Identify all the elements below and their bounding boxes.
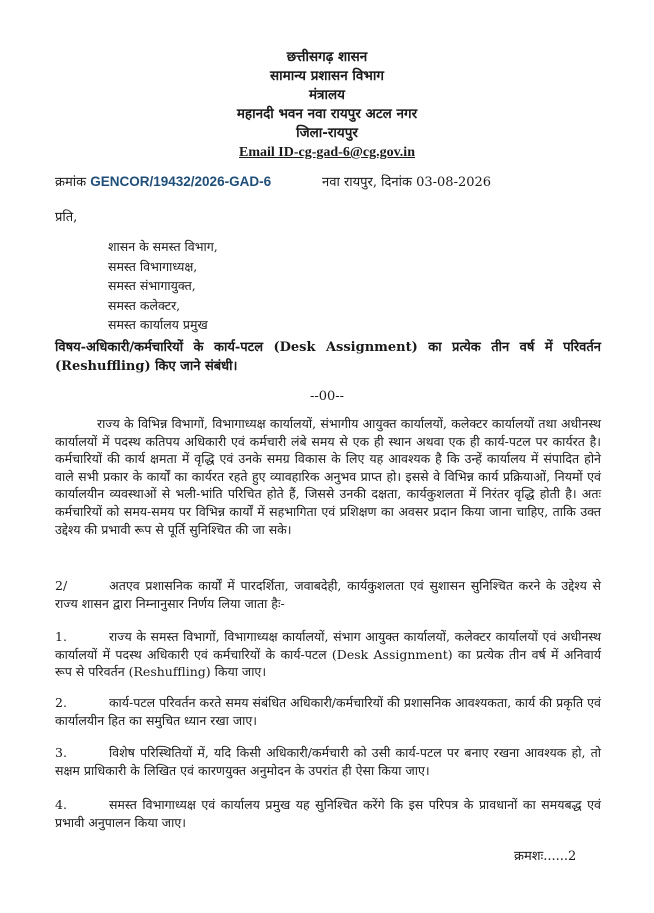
list-item-4 <box>55 796 601 831</box>
list-item-3-number: 3. <box>55 745 67 760</box>
list-item-4-text: समस्त विभागाध्यक्ष एवं कार्यालय प्रमुख यह सुनिश्चित करेंगे कि इस परिपत्र के प्रावधानों का समयबद्ध एवं प्रभावी अनुपालन किया जाए। <box>55 797 601 830</box>
list-item-3 <box>55 744 601 779</box>
paragraph-2 <box>55 577 601 612</box>
list-item-2 <box>55 694 601 729</box>
recipient-item: समस्त संभागायुक्त, <box>108 278 196 293</box>
reference-number: GENCOR/19432/2026-GAD-6 <box>90 174 272 189</box>
list-item-1-number: 1. <box>55 629 67 644</box>
list-item-1-text: राज्य के समस्त विभागों, विभागाध्यक्ष कार्यालयों, संभाग आयुक्त कार्यालयों, कलेक्टर कार्यालयों एवं अधीनस्थ कार्यालयों में पदस्थ अधिकारी एवं कर्मचारियों के कार्य-पटल (Desk Assignment) का प्रत्येक तीन वर्ष में अनिवार्य रूप से परिवर्तन (Reshuffling) किया जाए। <box>55 629 601 680</box>
addressee-prati: प्रति, <box>55 210 78 225</box>
place-date: नवा रायपुर, दिनांक 03-08-2026 <box>322 175 492 190</box>
recipient-item: शासन के समस्त विभाग, <box>108 239 218 254</box>
header-line-3: मंत्रालय <box>308 87 345 103</box>
subject-line: विषय-अधिकारी/कर्मचारियों के कार्य-पटल (Desk Assignment) का प्रत्येक तीन वर्ष में परिवर्तन (Reshuffling) किए जाने संबंधी। <box>55 340 601 374</box>
header-line-1: छत्तीसगढ़ शासन <box>286 49 368 65</box>
paragraph-2-number: 2/ <box>55 578 68 593</box>
paragraph-1-text: राज्य के विभिन्न विभागों, विभागाध्यक्ष कार्यालयों, संभागीय आयुक्त कार्यालयों, कलेक्टर कार्यालयों तथा अधीनस्थ कार्यालयों में पदस्थ कतिपय अधिकारी एवं कर्मचारी लंबे समय से एक ही स्थान अथवा एक ही कार्य-पटल पर कार्यरत है। कर्मचारियों की कार्य क्षमता में वृद्धि एवं उनके समग्र विकास के लिए यह आवश्यक है कि उन्हें कार्यालय में संपादित होने वाले सभी प्रकार के कार्यों का कार्यरत रहते हुए व्यावहारिक अनुभव प्राप्त हो। इससे वे विभिन्न कार्य प्रक्रियाओं, नियमों एवं कार्यालयीन व्यवस्थाओं से भली-भांति परिचित होते हैं, जिससे उनकी दक्षता, कार्यकुशलता में निरंतर वृद्धि होती है। अतः कर्मचारियों को समय-समय पर विभिन्न कार्यों में सहभागिता एवं प्रशिक्षण का अवसर प्रदान किया जाना चाहिए, ताकि उक्त उद्देश्य की प्रभावी रूप से पूर्ति सुनिश्चित की जा सके। <box>55 416 601 537</box>
reference-line <box>55 172 271 190</box>
recipient-item: समस्त कार्यालय प्रमुख <box>108 317 208 332</box>
continuation-marker: क्रमशः......2 <box>514 849 577 864</box>
header-email: Email ID-cg-gad-6@cg.gov.in <box>239 145 415 160</box>
recipient-item: समस्त विभागाध्यक्ष, <box>108 258 198 274</box>
paragraph-2-text: अतएव प्रशासनिक कार्यों में पारदर्शिता, जवाबदेही, कार्यकुशलता एवं सुशासन सुनिश्चित करने के उद्देश्य से राज्य शासन द्वारा निम्नानुसार निर्णय लिया जाता हैः- <box>55 578 601 611</box>
paragraph-1 <box>55 415 601 538</box>
header-line-5: जिला-रायपुर <box>296 125 358 141</box>
list-item-3-text: विशेष परिस्थितियों में, यदि किसी अधिकारी/कर्मचारी को उसी कार्य-पटल पर बनाए रखना आवश्यक हो, तो सक्षम प्राधिकारी के लिखित एवं कारणयुक्त अनुमोदन के उपरांत ही ऐसा किया जाए। <box>55 745 601 778</box>
list-item-2-number: 2. <box>55 695 67 710</box>
reference-prefix: क्रमांक <box>55 175 87 190</box>
list-item-2-text: कार्य-पटल परिवर्तन करते समय संबंधित अधिकारी/कर्मचारियों की प्रशासनिक आवश्यकता, कार्य की प्रकृति एवं कार्यालयीन हित का समुचित ध्यान रखा जाए। <box>55 695 601 728</box>
recipient-item: समस्त कलेक्टर, <box>108 297 181 313</box>
separator: --00-- <box>309 389 345 404</box>
header-line-4: महानदी भवन नवा रायपुर अटल नगर <box>236 106 418 122</box>
list-item-4-number: 4. <box>55 797 67 812</box>
list-item-1 <box>55 628 601 681</box>
header-line-2: सामान्य प्रशासन विभाग <box>270 68 384 84</box>
